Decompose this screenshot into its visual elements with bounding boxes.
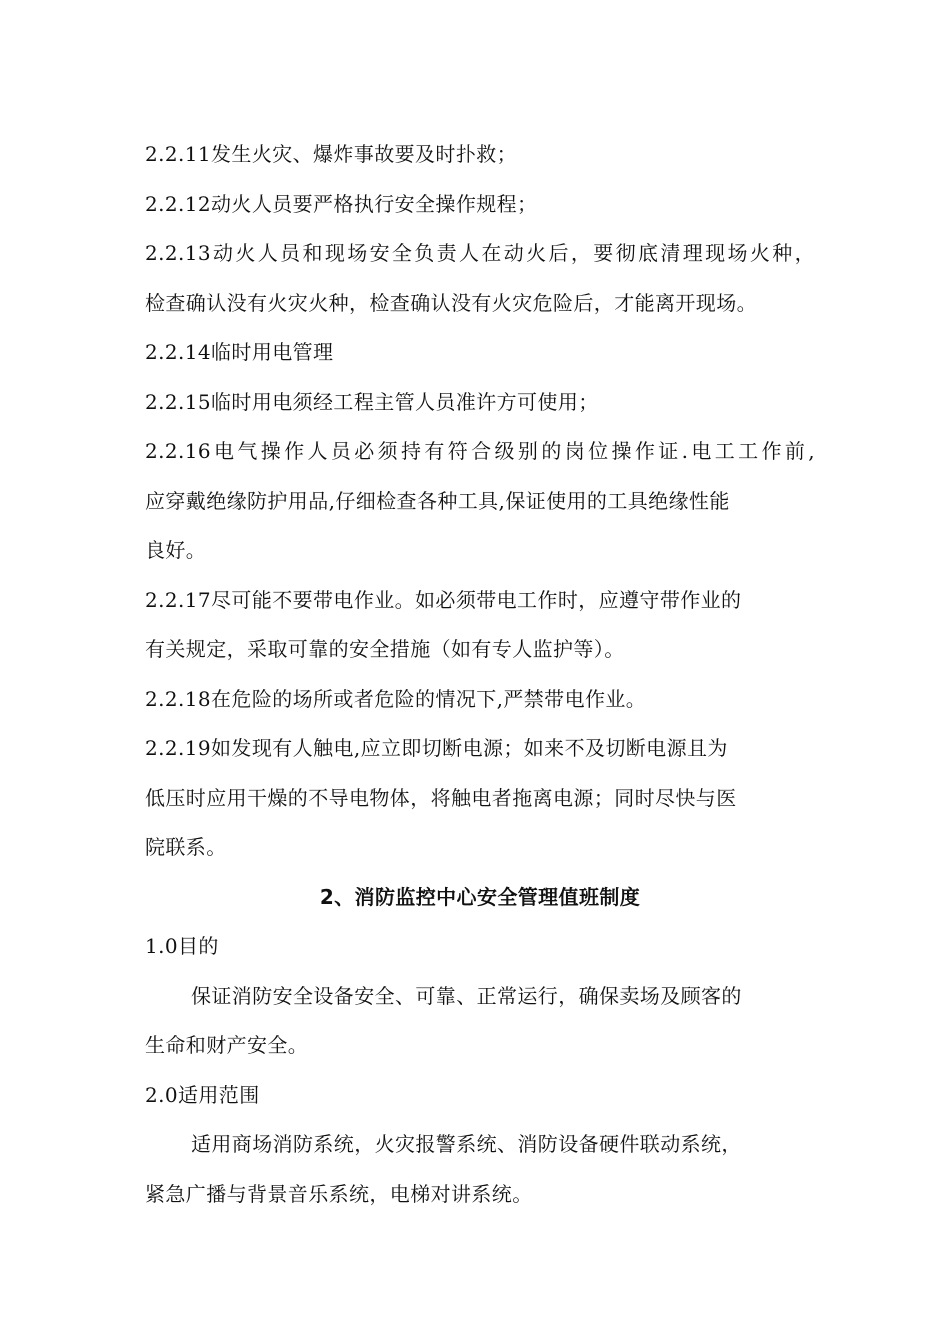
scope-paragraph-line-2: 紧急广播与背景音乐系统，电梯对讲系统。 [145, 1181, 533, 1206]
clause-2-2-19-line-1: 2.2.19如发现有人触电,应立即切断电源；如来不及切断电源且为 [145, 736, 728, 760]
clause-2-2-17-line-2: 有关规定，采取可靠的安全措施（如有专人监护等）。 [145, 637, 625, 661]
clause-2-2-14: 2.2.14临时用电管理 [145, 340, 334, 364]
clause-2-2-19-line-2: 低压时应用干燥的不导电物体，将触电者拖离电源；同时尽快与医 [145, 785, 737, 810]
purpose-paragraph-line-1: 保证消防安全设备安全、可靠、正常运行，确保卖场及顾客的 [191, 983, 742, 1008]
subsection-purpose-title: 1.0目的 [145, 934, 219, 958]
scope-paragraph-line-1: 适用商场消防系统，火灾报警系统、消防设备硬件联动系统， [191, 1132, 742, 1156]
document-body [145, 130, 815, 1219]
clause-2-2-16-line-3: 良好。 [145, 538, 207, 562]
purpose-paragraph-line-2: 生命和财产安全。 [145, 1033, 309, 1057]
clause-2-2-15: 2.2.15临时用电须经工程主管人员准许方可使用； [145, 389, 599, 414]
clause-2-2-16-line-2: 应穿戴绝缘防护用品,仔细检查各种工具,保证使用的工具绝缘性能 [145, 488, 730, 513]
clause-2-2-12: 2.2.12动火人员要严格执行安全操作规程； [145, 191, 538, 216]
section-heading: 2、消防监控中心安全管理值班制度 [319, 884, 641, 909]
clause-2-2-13-line-2: 检查确认没有火灾火种，检查确认没有火灾危险后，才能离开现场。 [145, 290, 757, 315]
clause-2-2-18: 2.2.18在危险的场所或者危险的情况下,严禁带电作业。 [145, 686, 647, 711]
clause-2-2-13-line-1: 2.2.13动火人员和现场安全负责人在动火后，要彻底清理现场火种， [145, 241, 815, 265]
subsection-scope-title: 2.0适用范围 [145, 1082, 260, 1107]
clause-2-2-11: 2.2.11发生火灾、爆炸事故要及时扑救； [145, 142, 518, 166]
clause-2-2-19-line-3: 院联系。 [145, 835, 227, 859]
clause-2-2-17-line-1: 2.2.17尽可能不要带电作业。如必须带电工作时，应遵守带作业的 [145, 587, 742, 612]
clause-2-2-16-line-1: 2.2.16电气操作人员必须持有符合级别的岗位操作证.电工工作前, [145, 439, 815, 463]
